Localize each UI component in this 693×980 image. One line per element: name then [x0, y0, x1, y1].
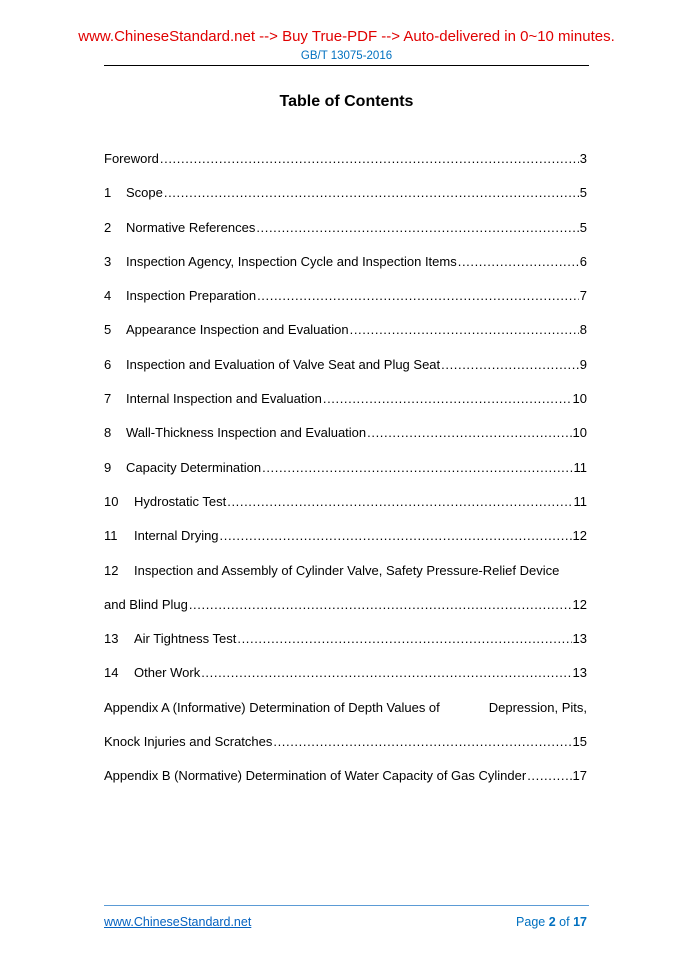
toc-entry-text: Other Work	[134, 665, 201, 681]
toc-entry-3[interactable]	[104, 252, 587, 286]
page-of: of	[559, 915, 570, 929]
toc-entry-page: 7	[579, 288, 587, 304]
leader-dots	[273, 732, 571, 752]
toc-entry-text: Foreword	[104, 151, 159, 166]
toc-entry-page: 11	[573, 459, 587, 475]
toc-entry-text: Hydrostatic Test	[134, 493, 227, 509]
toc-entry-number: 5	[104, 322, 112, 338]
leader-dots	[262, 458, 572, 478]
toc-entry-foreword[interactable]	[104, 149, 587, 183]
toc-entry-text-line2: Knock Injuries and Scratches	[104, 734, 273, 750]
toc-entry-page: 6	[579, 253, 587, 269]
toc-entry-text: Inspection Agency, Inspection Cycle and Inspection Items	[126, 253, 457, 269]
leader-dots	[189, 595, 572, 615]
toc-entry-8[interactable]	[104, 423, 587, 457]
page-current: 2	[548, 915, 556, 929]
toc-entry-text: Inspection and Evaluation of Valve Seat and Plug Seat	[126, 356, 441, 372]
toc-entry-number: 10	[104, 493, 119, 509]
table-of-contents	[104, 149, 587, 801]
toc-entry-text: Scope	[126, 185, 163, 201]
toc-entry-text-line2: and Blind Plug	[104, 596, 188, 612]
toc-entry-text-line1a: Appendix A (Informative) Determination of Depth Values of	[104, 699, 440, 715]
toc-entry-text: Appendix B (Normative) Determination of Water Capacity of Gas Cylinder	[104, 768, 527, 784]
toc-entry-10[interactable]	[104, 492, 587, 526]
toc-entry-page: 3	[579, 151, 587, 166]
toc-entry-page: 17	[572, 768, 587, 784]
page-prefix: Page	[516, 915, 546, 929]
footer-divider	[104, 905, 589, 906]
leader-dots	[201, 663, 571, 683]
toc-entry-number: 14	[104, 665, 119, 681]
header-divider	[104, 65, 589, 66]
page-indicator	[516, 915, 587, 929]
toc-entry-9[interactable]	[104, 458, 587, 492]
toc-entry-5[interactable]	[104, 320, 587, 354]
leader-dots	[350, 320, 579, 340]
leader-dots	[160, 149, 579, 169]
toc-entry-number: 2	[104, 219, 112, 235]
promo-banner[interactable]: www.ChineseStandard.net --> Buy True-PDF --> Auto-delivered in 0~10 minutes.	[78, 28, 615, 45]
toc-entry-page: 5	[579, 219, 587, 235]
footer-site-link[interactable]: www.ChineseStandard.net	[104, 915, 252, 929]
toc-entry-number: 4	[104, 288, 112, 304]
toc-entry-14[interactable]	[104, 663, 587, 697]
toc-entry-text: Air Tightness Test	[134, 631, 237, 647]
leader-dots	[227, 492, 572, 512]
leader-dots	[220, 526, 572, 546]
toc-entry-7[interactable]	[104, 389, 587, 423]
toc-entry-text: Internal Drying	[134, 528, 219, 544]
toc-entry-4[interactable]	[104, 286, 587, 320]
toc-entry-page: 12	[572, 596, 587, 612]
toc-entry-page: 10	[572, 425, 587, 441]
leader-dots	[441, 355, 579, 375]
toc-entry-page: 8	[579, 322, 587, 338]
toc-entry-2[interactable]	[104, 218, 587, 252]
toc-entry-appendix-b[interactable]	[104, 766, 587, 800]
toc-entry-1[interactable]	[104, 183, 587, 217]
toc-entry-number: 3	[104, 253, 112, 269]
toc-entry-text: Inspection Preparation	[126, 288, 257, 304]
toc-entry-text-line1b: Depression, Pits,	[488, 699, 587, 715]
toc-title: Table of Contents	[279, 93, 414, 110]
toc-entry-6[interactable]	[104, 355, 587, 389]
leader-dots	[237, 629, 571, 649]
toc-entry-page: 13	[572, 631, 587, 647]
toc-entry-text: Wall-Thickness Inspection and Evaluation	[126, 425, 367, 441]
toc-entry-text-line1: Inspection and Assembly of Cylinder Valve, Safety Pressure-Relief Device	[134, 562, 560, 578]
toc-entry-number: 8	[104, 425, 112, 441]
toc-entry-number: 13	[104, 631, 119, 647]
toc-entry-page: 11	[573, 493, 587, 509]
toc-entry-12[interactable]	[104, 561, 587, 630]
toc-entry-text: Internal Inspection and Evaluation	[126, 391, 322, 407]
toc-entry-appendix-a[interactable]	[104, 698, 587, 767]
toc-entry-page: 13	[572, 665, 587, 681]
toc-entry-number: 12	[104, 562, 119, 578]
leader-dots	[367, 423, 571, 443]
toc-entry-number: 9	[104, 459, 112, 475]
toc-entry-page: 15	[572, 734, 587, 750]
toc-entry-13[interactable]	[104, 629, 587, 663]
leader-dots	[257, 286, 579, 306]
leader-dots	[458, 252, 579, 272]
leader-dots	[256, 218, 578, 238]
leader-dots	[527, 766, 571, 786]
toc-entry-number: 11	[104, 528, 118, 544]
toc-entry-number: 1	[104, 185, 112, 201]
toc-entry-11[interactable]	[104, 526, 587, 560]
page-total: 17	[573, 915, 587, 929]
toc-entry-page: 10	[572, 391, 587, 407]
toc-entry-number: 6	[104, 356, 112, 372]
toc-entry-text: Appearance Inspection and Evaluation	[126, 322, 349, 338]
leader-dots	[323, 389, 572, 409]
toc-entry-number: 7	[104, 391, 112, 407]
toc-entry-text: Normative References	[126, 219, 256, 235]
leader-dots	[164, 183, 579, 203]
toc-entry-page: 12	[572, 528, 587, 544]
toc-entry-page: 9	[579, 356, 587, 372]
toc-entry-page: 5	[579, 185, 587, 201]
standard-code: GB/T 13075-2016	[300, 50, 393, 62]
toc-entry-text: Capacity Determination	[126, 459, 262, 475]
